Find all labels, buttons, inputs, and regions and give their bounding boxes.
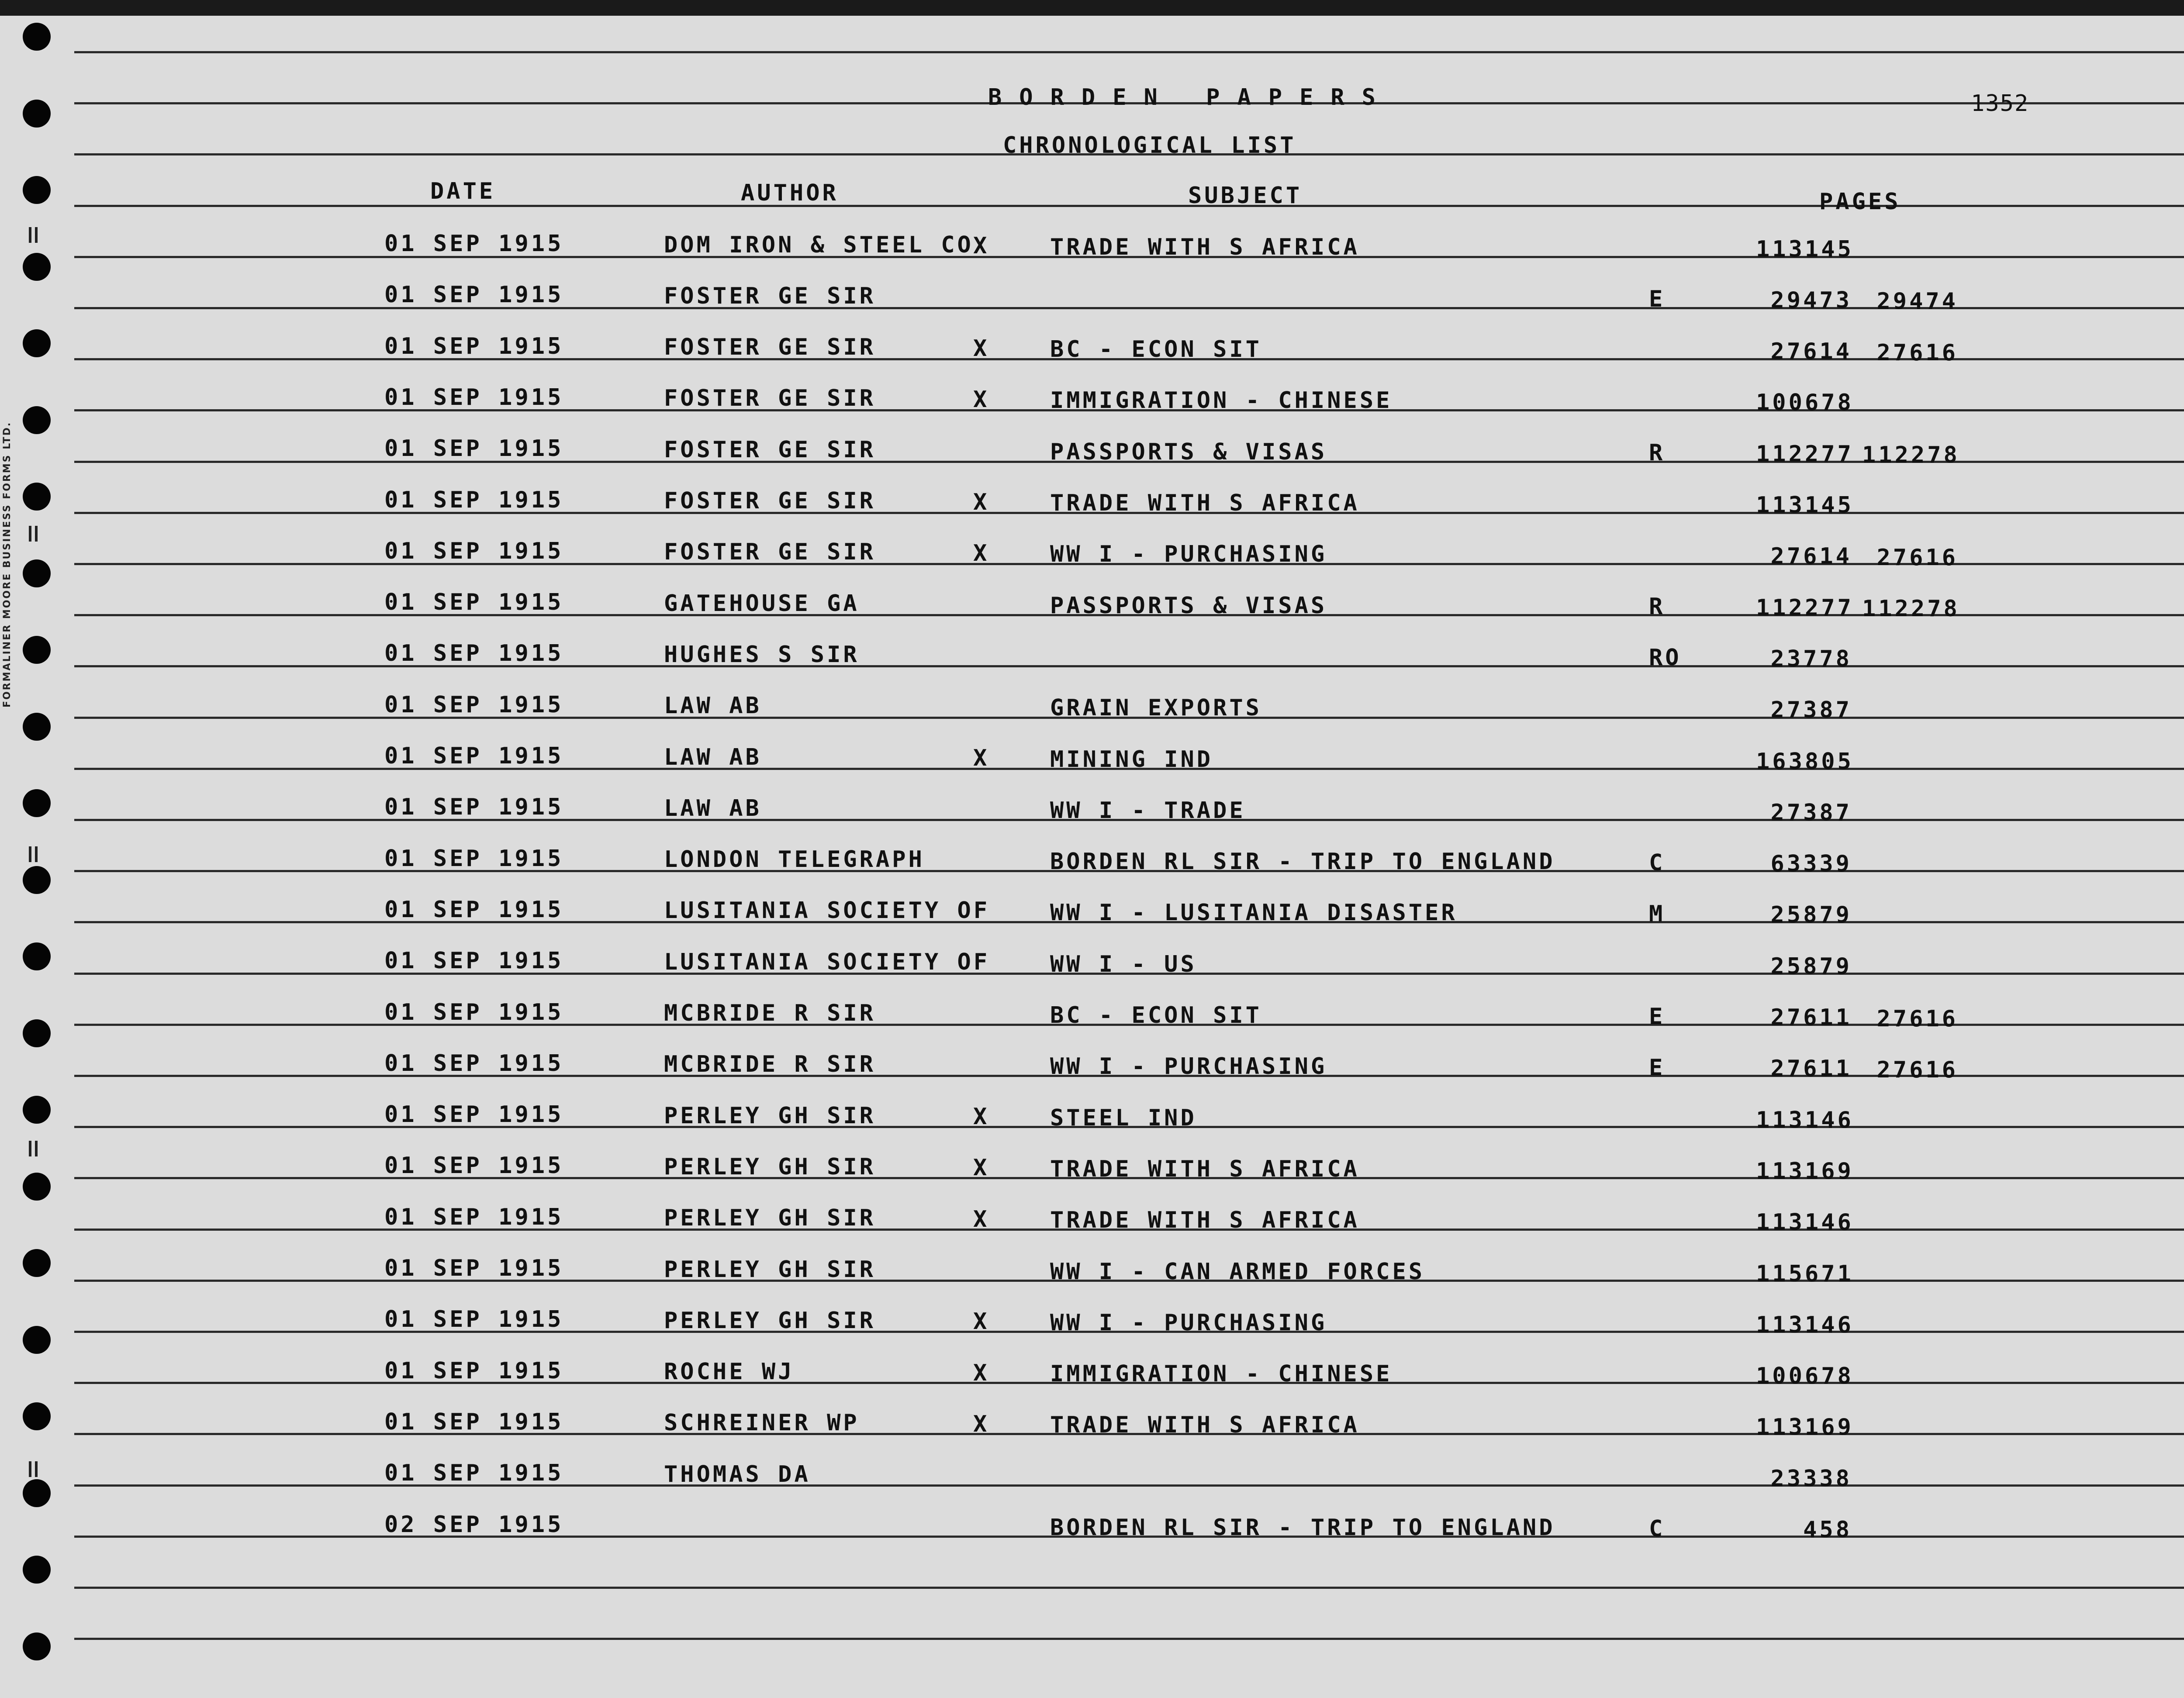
cell-date: 01 SEP 1915 — [384, 333, 564, 359]
cell-author: FOSTER GE SIR — [664, 436, 876, 463]
cell-subject: TRADE WITH S AFRICA — [1050, 490, 1360, 516]
left-feed-hole — [23, 1019, 51, 1047]
left-feed-hole — [23, 1326, 51, 1354]
left-feed-hole — [23, 1249, 51, 1277]
cell-date: 01 SEP 1915 — [384, 1050, 564, 1077]
cell-author: FOSTER GE SIR — [664, 385, 876, 412]
left-feed-hole — [23, 253, 51, 281]
cell-date: 01 SEP 1915 — [384, 384, 564, 411]
cell-author: LUSITANIA SOCIETY OF — [664, 949, 990, 975]
cell-date: 01 SEP 1915 — [384, 743, 564, 769]
cell-page-end: 112278 — [1862, 596, 1960, 622]
cell-page-start: 23778 — [1770, 645, 1852, 672]
cell-subject: WW I - PURCHASING — [1050, 1053, 1327, 1080]
margin-imprint: FORMALINER MOORE BUSINESS FORMS LTD. — [2, 421, 13, 708]
cell-x-flag: X — [973, 1360, 990, 1386]
column-header-subject: SUBJECT — [1188, 183, 1303, 209]
cell-date: 01 SEP 1915 — [384, 1255, 564, 1281]
cell-page-start: 27611 — [1770, 1004, 1852, 1031]
perforation-tick — [35, 1141, 38, 1156]
cell-code: R — [1649, 440, 1666, 466]
cell-page-start: 113146 — [1756, 1107, 1854, 1133]
ruled-line — [74, 1638, 2184, 1640]
cell-date: 01 SEP 1915 — [384, 231, 564, 257]
cell-page-start: 100678 — [1756, 1363, 1854, 1390]
cell-page-end: 27616 — [1876, 339, 1958, 366]
left-feed-hole — [23, 636, 51, 664]
cell-subject: WW I - TRADE — [1050, 797, 1246, 824]
cell-page-start: 29473 — [1770, 287, 1852, 314]
ruled-line — [74, 51, 2184, 53]
perforation-tick — [29, 1461, 31, 1477]
cell-page-start: 113146 — [1756, 1209, 1854, 1236]
cell-subject: WW I - PURCHASING — [1050, 541, 1327, 568]
left-feed-hole — [23, 1556, 51, 1584]
document-subtitle: CHRONOLOGICAL LIST — [1003, 132, 1296, 159]
cell-subject: TRADE WITH S AFRICA — [1050, 1207, 1360, 1234]
cell-author: LAW AB — [664, 744, 762, 770]
cell-date: 01 SEP 1915 — [384, 1153, 564, 1179]
cell-page-start: 25879 — [1770, 953, 1852, 980]
cell-subject: PASSPORTS & VISAS — [1050, 438, 1327, 465]
left-feed-hole — [23, 483, 51, 511]
cell-author: PERLEY GH SIR — [664, 1307, 876, 1334]
cell-page-end: 27616 — [1876, 1056, 1958, 1083]
cell-date: 01 SEP 1915 — [384, 538, 564, 564]
left-feed-hole — [23, 789, 51, 817]
cell-page-start: 113145 — [1756, 492, 1854, 518]
cell-subject: BC - ECON SIT — [1050, 1002, 1262, 1028]
left-feed-hole — [23, 1479, 51, 1507]
cell-x-flag: X — [973, 1206, 990, 1232]
cell-page-start: 27611 — [1770, 1056, 1852, 1082]
left-feed-hole — [23, 713, 51, 741]
perforation-tick — [29, 526, 31, 542]
cell-page-start: 27387 — [1770, 799, 1852, 826]
left-feed-hole — [23, 559, 51, 587]
perforation-tick — [35, 227, 38, 243]
cell-date: 01 SEP 1915 — [384, 435, 564, 462]
cell-code: R — [1649, 594, 1666, 620]
cell-date: 01 SEP 1915 — [384, 282, 564, 308]
cell-date: 01 SEP 1915 — [384, 1357, 564, 1384]
page-number: 1352 — [1971, 90, 2029, 117]
left-feed-hole — [23, 1096, 51, 1124]
column-header-author: AUTHOR — [741, 180, 839, 206]
cell-x-flag: X — [973, 745, 990, 771]
document-title: BORDEN PAPERS — [988, 84, 1393, 110]
perforation-tick — [35, 526, 38, 542]
cell-subject: WW I - US — [1050, 951, 1197, 977]
cell-code: E — [1649, 1054, 1666, 1081]
left-feed-hole — [23, 329, 51, 357]
cell-author: PERLEY GH SIR — [664, 1102, 876, 1129]
cell-page-end: 112278 — [1862, 442, 1960, 469]
cell-page-end: 27616 — [1876, 1005, 1958, 1032]
cell-author: ROCHE WJ — [664, 1359, 795, 1385]
cell-code: C — [1649, 849, 1666, 876]
cell-date: 01 SEP 1915 — [384, 691, 564, 718]
cell-author: FOSTER GE SIR — [664, 539, 876, 566]
cell-subject: STEEL IND — [1050, 1104, 1197, 1131]
cell-subject: TRADE WITH S AFRICA — [1050, 1412, 1360, 1439]
left-feed-hole — [23, 176, 51, 204]
cell-author: LAW AB — [664, 693, 762, 719]
cell-date: 01 SEP 1915 — [384, 1460, 564, 1487]
cell-code: RO — [1649, 645, 1682, 671]
cell-date: 01 SEP 1915 — [384, 1101, 564, 1128]
cell-author: FOSTER GE SIR — [664, 488, 876, 514]
cell-page-start: 112277 — [1756, 594, 1854, 621]
cell-page-start: 27614 — [1770, 543, 1852, 570]
cell-page-start: 27614 — [1770, 338, 1852, 365]
cell-x-flag: X — [973, 1411, 990, 1437]
cell-page-start: 23338 — [1770, 1465, 1852, 1492]
left-feed-hole — [23, 1402, 51, 1430]
cell-date: 01 SEP 1915 — [384, 896, 564, 923]
cell-date: 01 SEP 1915 — [384, 999, 564, 1025]
cell-subject: IMMIGRATION - CHINESE — [1050, 387, 1393, 414]
cell-x-flag: X — [973, 540, 990, 566]
cell-author: FOSTER GE SIR — [664, 283, 876, 309]
cell-x-flag: X — [973, 233, 990, 259]
cell-author: PERLEY GH SIR — [664, 1153, 876, 1180]
cell-x-flag: X — [973, 1308, 990, 1335]
perforation-tick — [35, 1461, 38, 1477]
left-feed-hole — [23, 23, 51, 51]
cell-page-start: 63339 — [1770, 851, 1852, 877]
perforation-tick — [29, 1141, 31, 1156]
column-header-pages: PAGES — [1819, 189, 1901, 215]
cell-subject: WW I - PURCHASING — [1050, 1309, 1327, 1336]
cell-code: C — [1649, 1515, 1666, 1542]
left-feed-hole — [23, 1173, 51, 1201]
cell-x-flag: X — [973, 335, 990, 362]
cell-subject: BORDEN RL SIR - TRIP TO ENGLAND — [1050, 1515, 1555, 1541]
cell-page-start: 100678 — [1756, 390, 1854, 416]
cell-author: PERLEY GH SIR — [664, 1256, 876, 1283]
cell-date: 01 SEP 1915 — [384, 640, 564, 667]
cell-page-start: 458 — [1803, 1517, 1852, 1543]
cell-x-flag: X — [973, 386, 990, 413]
left-feed-hole — [23, 406, 51, 434]
cell-author: FOSTER GE SIR — [664, 334, 876, 361]
cell-page-start: 163805 — [1756, 748, 1854, 775]
cell-subject: MINING IND — [1050, 746, 1213, 773]
cell-author: MCBRIDE R SIR — [664, 1051, 876, 1078]
cell-x-flag: X — [973, 1155, 990, 1181]
column-header-date: DATE — [430, 178, 496, 204]
cell-page-start: 115671 — [1756, 1260, 1854, 1287]
cell-author: LUSITANIA SOCIETY OF — [664, 897, 990, 924]
cell-date: 01 SEP 1915 — [384, 1204, 564, 1230]
cell-page-end: 29474 — [1876, 288, 1958, 315]
cell-subject: WW I - CAN ARMED FORCES — [1050, 1258, 1425, 1285]
cell-subject: BORDEN RL SIR - TRIP TO ENGLAND — [1050, 849, 1555, 875]
left-feed-hole — [23, 866, 51, 894]
cell-page-start: 113146 — [1756, 1311, 1854, 1338]
cell-author: PERLEY GH SIR — [664, 1205, 876, 1232]
perforation-tick — [35, 846, 38, 862]
cell-subject: TRADE WITH S AFRICA — [1050, 1156, 1360, 1182]
cell-author: LONDON TELEGRAPH — [664, 846, 925, 873]
cell-subject: GRAIN EXPORTS — [1050, 695, 1262, 721]
ruled-line — [74, 1587, 2184, 1589]
cell-subject: PASSPORTS & VISAS — [1050, 592, 1327, 619]
cell-date: 01 SEP 1915 — [384, 948, 564, 974]
cell-page-start: 113145 — [1756, 236, 1854, 262]
cell-code: M — [1649, 901, 1666, 927]
cell-date: 01 SEP 1915 — [384, 1408, 564, 1435]
cell-subject: IMMIGRATION - CHINESE — [1050, 1361, 1393, 1387]
cell-page-start: 113169 — [1756, 1158, 1854, 1184]
cell-subject: BC - ECON SIT — [1050, 336, 1262, 363]
cell-x-flag: X — [973, 489, 990, 515]
cell-author: HUGHES S SIR — [664, 641, 860, 668]
left-feed-hole — [23, 942, 51, 970]
cell-author: THOMAS DA — [664, 1461, 811, 1487]
cell-author: DOM IRON & STEEL CO — [664, 231, 974, 258]
left-feed-hole — [23, 100, 51, 128]
cell-date: 01 SEP 1915 — [384, 845, 564, 872]
perforation-tick — [29, 227, 31, 243]
cell-subject: TRADE WITH S AFRICA — [1050, 234, 1360, 260]
cell-page-end: 27616 — [1876, 544, 1958, 571]
cell-date: 01 SEP 1915 — [384, 589, 564, 616]
cell-date: 01 SEP 1915 — [384, 1306, 564, 1333]
cell-code: E — [1649, 286, 1666, 313]
cell-author: LAW AB — [664, 795, 762, 821]
cell-page-start: 112277 — [1756, 441, 1854, 467]
cell-date: 02 SEP 1915 — [384, 1511, 564, 1538]
cell-subject: WW I - LUSITANIA DISASTER — [1050, 900, 1458, 926]
cell-x-flag: X — [973, 1104, 990, 1130]
cell-page-start: 25879 — [1770, 902, 1852, 928]
left-feed-hole — [23, 1632, 51, 1660]
paper-top-edge — [0, 0, 2184, 16]
cell-author: SCHREINER WP — [664, 1410, 860, 1436]
cell-date: 01 SEP 1915 — [384, 487, 564, 513]
cell-page-start: 113169 — [1756, 1414, 1854, 1441]
cell-author: GATEHOUSE GA — [664, 590, 860, 617]
cell-page-start: 27387 — [1770, 697, 1852, 724]
cell-author: MCBRIDE R SIR — [664, 1000, 876, 1026]
perforation-tick — [29, 846, 31, 862]
cell-date: 01 SEP 1915 — [384, 794, 564, 821]
cell-code: E — [1649, 1003, 1666, 1030]
